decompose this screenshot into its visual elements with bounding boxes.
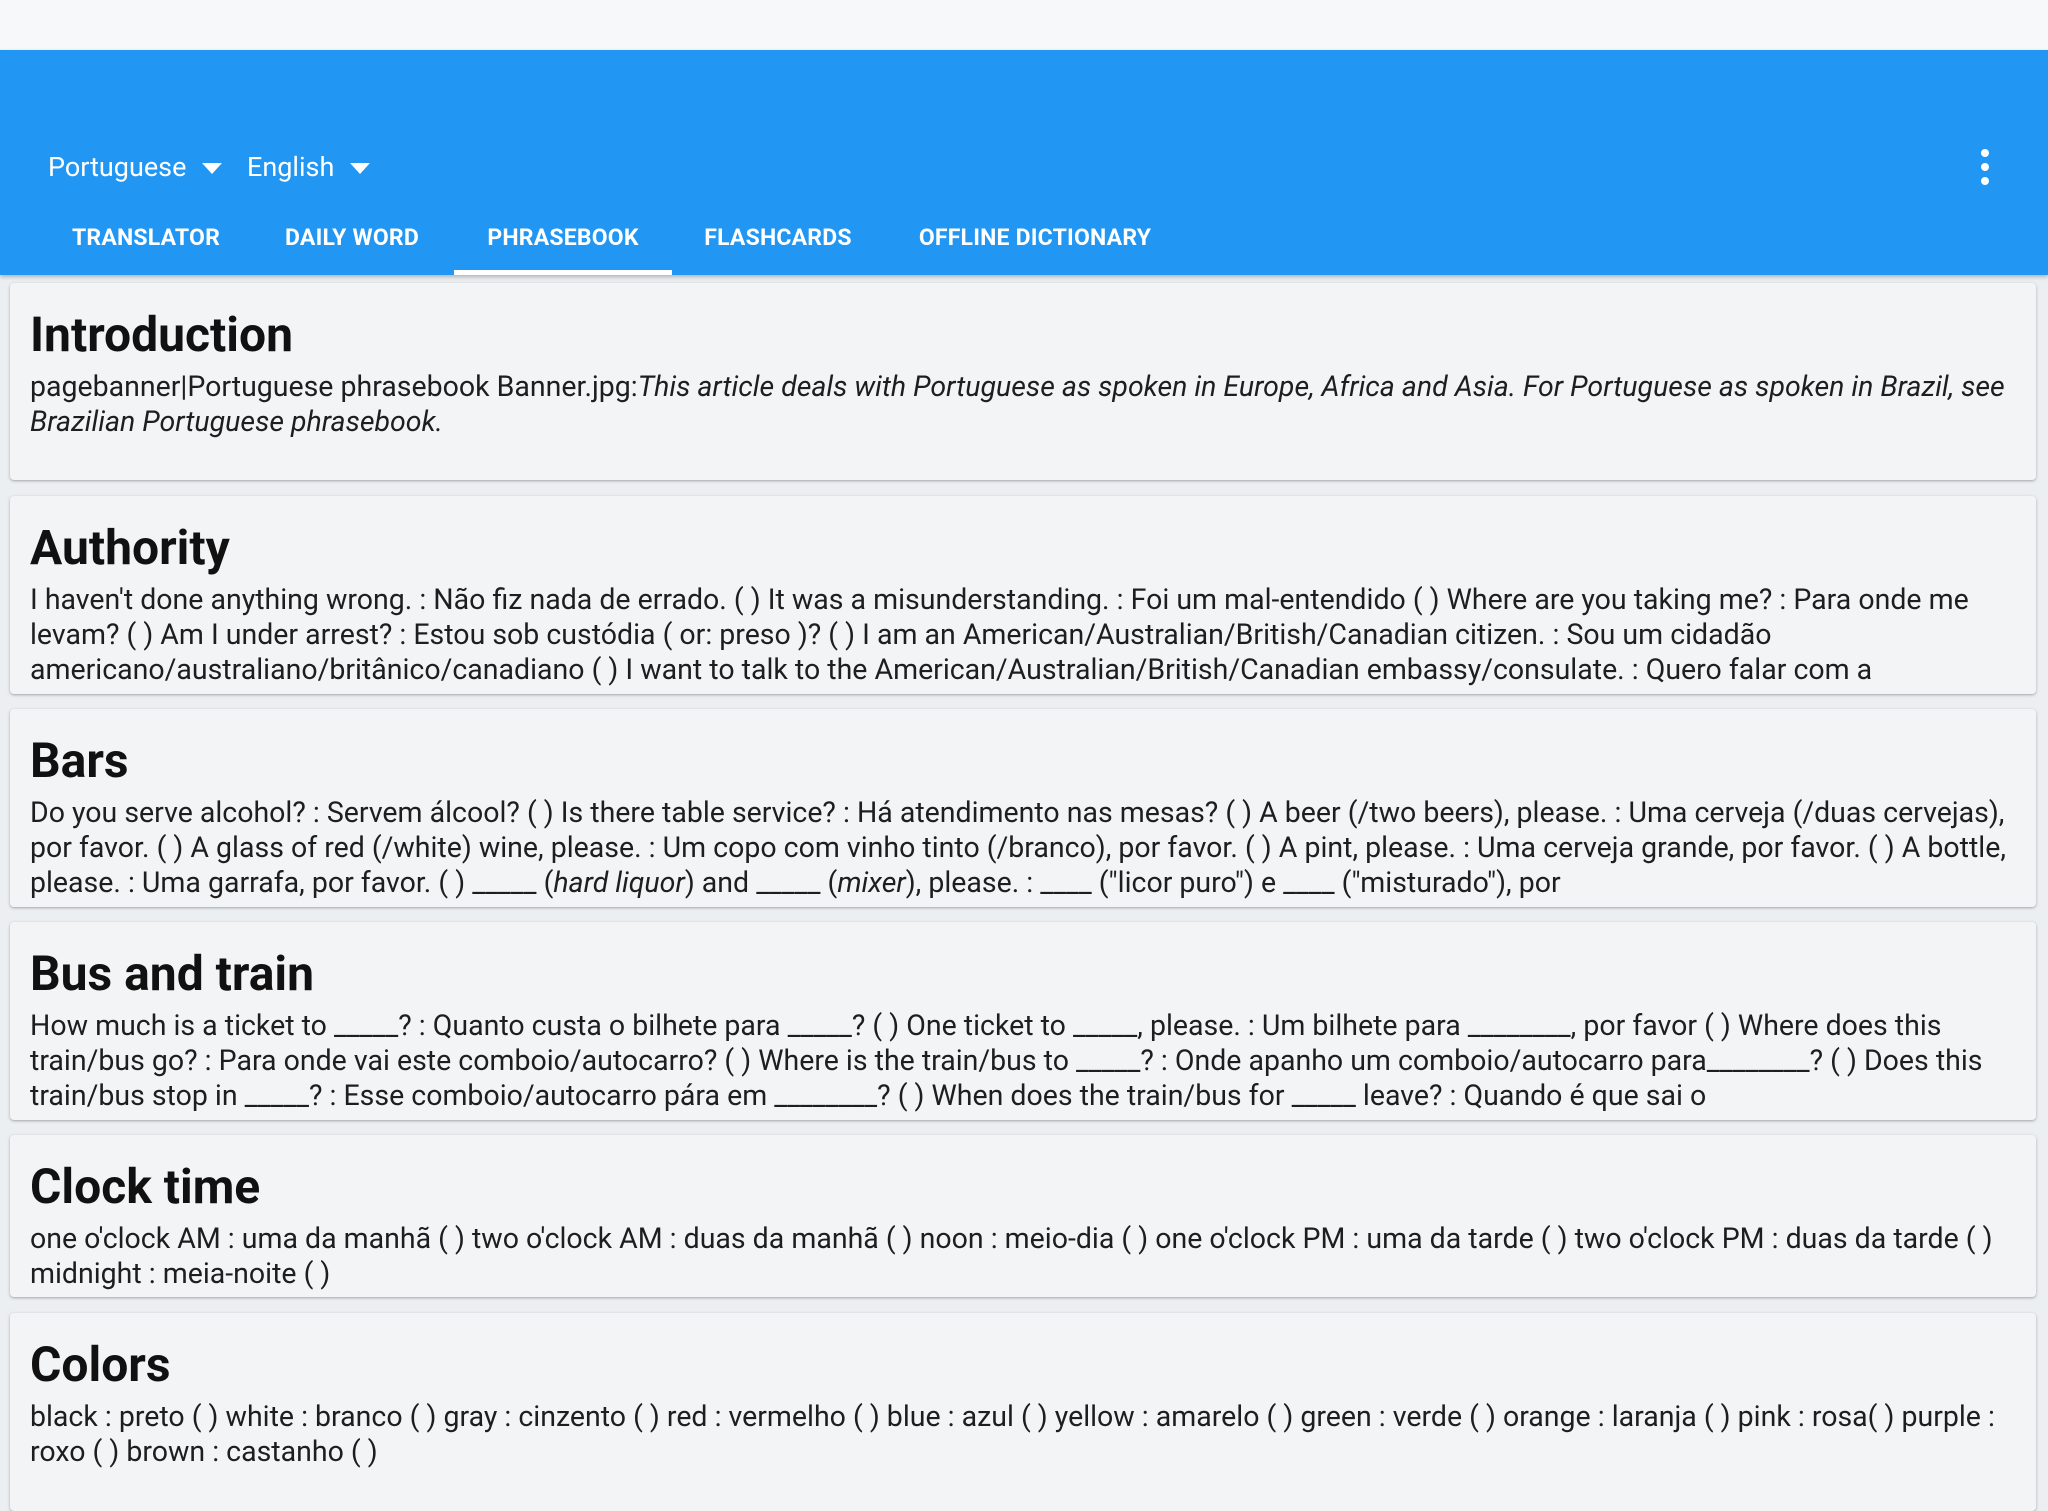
section-title: Clock time <box>30 1158 261 1215</box>
source-language-label: Portuguese <box>48 151 187 183</box>
section-text: Do you serve alcohol? : Servem álcool? ( ) Is there table service? : Há atendimento nas mesas? ( ) A beer (/two beers), please. : Uma cerveja (/duas cervejas), por favor. ( ) A glass of red (/white) wine, please. : Um copo com vinho tinto (/branco), por favor. ( ) A pint, please. : Uma cerveja grande, por favor. ( ) A bottle, please. : Uma garrafa, por favor. ( ) _____ (hard liquor) and _____ (mixer), please. : ____ ("licor puro") e ____ ("misturado"), por <box>30 796 2006 899</box>
section-text: I haven't done anything wrong. : Não fiz nada de errado. ( ) It was a misunderstanding. : Foi um mal-entendido ( ) Where are you taking me? : Para onde me levam? ( ) Am I under arrest? : Estou sob custódia ( or: preso )? ( ) I am an American/Australian/British/Canadian citizen. : Sou um cidadão americano/australiano/britânico/canadiano ( ) I want to talk to the American/Australian/British/Canadian embassy/consulate. : Quero falar com a <box>30 583 1969 686</box>
target-language-selector[interactable] <box>247 147 370 187</box>
tab-phrasebook[interactable]: PHRASEBOOK <box>454 200 672 275</box>
tab-translator[interactable]: TRANSLATOR <box>71 224 221 251</box>
section-card-clock-time[interactable] <box>10 1135 2036 1297</box>
phrasebook-list[interactable] <box>0 275 2048 1468</box>
section-title: Colors <box>30 1336 171 1393</box>
section-card-colors[interactable] <box>10 1313 2036 1511</box>
tab-offline-dictionary[interactable]: OFFLINE DICTIONARY <box>918 224 1152 251</box>
more-vert-icon[interactable] <box>1970 142 2000 192</box>
section-title: Introduction <box>30 306 293 363</box>
target-language-label: English <box>247 151 335 183</box>
section-text: pagebanner|Portuguese phrasebook Banner.jpg:This article deals with Portuguese as spoken in Europe, Africa and Asia. For Portuguese as spoken in Brazil, see Brazilian Portuguese phrasebook. <box>30 370 2005 438</box>
section-card-authority[interactable] <box>10 496 2036 694</box>
section-text: black : preto ( ) white : branco ( ) gray : cinzento ( ) red : vermelho ( ) blue : azul ( ) yellow : amarelo ( ) green : verde ( ) orange : laranja ( ) pink : rosa( ) purple : roxo ( ) brown : castanho ( ) <box>30 1400 1995 1468</box>
section-card-introduction[interactable] <box>10 283 2036 480</box>
tab-flashcards[interactable]: FLASHCARDS <box>704 224 852 251</box>
dropdown-arrow-icon <box>202 163 222 174</box>
section-text: How much is a ticket to _____? : Quanto custa o bilhete para _____? ( ) One ticket to _____, please. : Um bilhete para ________, por favor ( ) Where does this train/bus go? : Para onde vai este comboio/autocarro? ( ) Where is the train/bus to _____? : Onde apanho um comboio/autocarro para________? ( ) Does this train/bus stop in _____? : Esse comboio/autocarro pára em ________? ( ) When does the train/bus for _____ leave? : Quando é que sai o <box>30 1009 1983 1112</box>
section-card-bars[interactable] <box>10 709 2036 907</box>
status-bar <box>0 0 2048 50</box>
section-title: Bars <box>30 732 129 789</box>
section-title: Bus and train <box>30 945 314 1002</box>
source-language-selector[interactable] <box>48 147 222 187</box>
tab-daily-word[interactable]: DAILY WORD <box>285 224 419 251</box>
section-card-bus-and-train[interactable] <box>10 922 2036 1120</box>
section-title: Authority <box>30 519 230 576</box>
dropdown-arrow-icon <box>350 163 370 174</box>
section-text: one o'clock AM : uma da manhã ( ) two o'clock AM : duas da manhã ( ) noon : meio-dia ( ) one o'clock PM : uma da tarde ( ) two o'clock PM : duas da tarde ( ) midnight : meia-noite ( ) <box>30 1222 1993 1290</box>
